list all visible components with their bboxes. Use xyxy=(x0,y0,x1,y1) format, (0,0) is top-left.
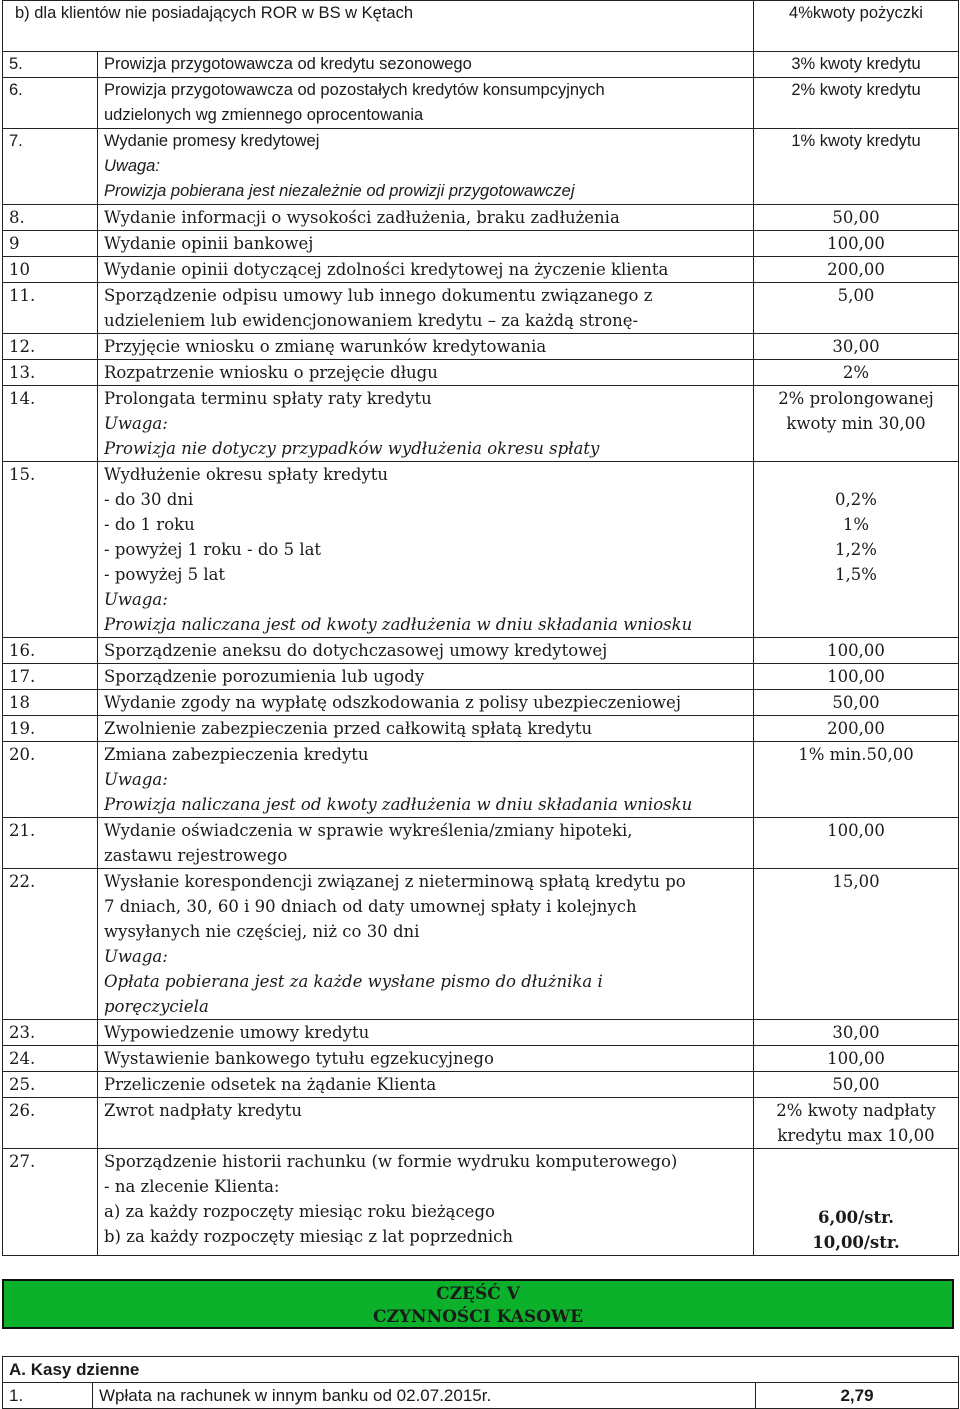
description-line: a) za każdy rozpoczęty miesiąc roku bieżącego xyxy=(104,1202,495,1221)
table-row xyxy=(3,283,959,334)
row-number: 17. xyxy=(3,664,98,690)
row-value xyxy=(754,664,959,690)
value-line: 6,00/str. xyxy=(817,1208,895,1227)
value-line: 200,00 xyxy=(827,719,885,738)
description-line: 7 dniach, 30, 60 i 90 dniach od daty umownej spłaty i kolejnych xyxy=(104,897,637,916)
row-description xyxy=(98,257,754,283)
description-line: udzieleniem lub ewidencjonowaniem kredytu – za każdą stronę- xyxy=(104,311,639,330)
table-row xyxy=(3,664,959,690)
table-row xyxy=(3,231,959,257)
row-number: 23. xyxy=(3,1020,98,1046)
row-number: 19. xyxy=(3,716,98,742)
value-line: 30,00 xyxy=(832,337,880,356)
row-number: 21. xyxy=(3,818,98,869)
row-number: 13. xyxy=(3,360,98,386)
row-description xyxy=(98,1149,754,1256)
row-number: 7. xyxy=(3,129,98,205)
row-number: 11. xyxy=(3,283,98,334)
table-row xyxy=(3,334,959,360)
table-row xyxy=(3,78,959,129)
note-label: Uwaga: xyxy=(104,157,160,175)
row-description xyxy=(98,462,754,638)
table-row xyxy=(3,129,959,205)
row-value xyxy=(754,716,959,742)
row-description xyxy=(98,360,754,386)
value-line: kredytu max 10,00 xyxy=(777,1126,935,1145)
top-row-label: b) dla klientów nie posiadających ROR w BS w Kętach xyxy=(3,1,754,52)
note-label: Uwaga: xyxy=(104,414,168,433)
table-row xyxy=(3,742,959,818)
table-row xyxy=(3,1072,959,1098)
description-line: Zwolnienie zabezpieczenia przed całkowitą spłatą kredytu xyxy=(104,719,593,738)
description-line: Prowizja przygotowawcza od kredytu sezonowego xyxy=(104,55,472,73)
description-line: Sporządzenie odpisu umowy lub innego dokumentu związanego z xyxy=(104,286,653,305)
value-line xyxy=(760,1180,952,1205)
description-line: Zmiana zabezpieczenia kredytu xyxy=(104,745,369,764)
note-text: Opłata pobierana jest za każde wysłane pismo do dłużnika i xyxy=(104,972,603,991)
description-line: Wydanie oświadczenia w sprawie wykreślenia/zmiany hipoteki, xyxy=(104,821,633,840)
row-value xyxy=(754,462,959,638)
cash-row-label: Wpłata na rachunek w innym banku od 02.07.2015r. xyxy=(93,1383,756,1409)
row-number: 27. xyxy=(3,1149,98,1256)
row-number: 12. xyxy=(3,334,98,360)
row-description xyxy=(98,869,754,1020)
value-line: 100,00 xyxy=(827,1049,885,1068)
table-row xyxy=(3,462,959,638)
value-line: kwoty min 30,00 xyxy=(786,414,926,433)
value-line: 30,00 xyxy=(832,1023,880,1042)
description-line: - na zlecenie Klienta: xyxy=(104,1177,280,1196)
value-line: 15,00 xyxy=(832,872,880,891)
description-line: - do 30 dni xyxy=(104,490,194,509)
value-line: 10,00/str. xyxy=(812,1233,900,1252)
description-line: Sporządzenie aneksu do dotychczasowej umowy kredytowej xyxy=(104,641,608,660)
row-number: 6. xyxy=(3,78,98,129)
row-description xyxy=(98,386,754,462)
row-number: 5. xyxy=(3,52,98,78)
value-line: 5,00 xyxy=(837,286,875,305)
part-header xyxy=(2,1279,954,1329)
note-text: Prowizja naliczana jest od kwoty zadłużenia w dniu składania wniosku xyxy=(104,615,693,634)
description-line: Wydanie informacji o wysokości zadłużenia, braku zadłużenia xyxy=(104,208,620,227)
value-line: 50,00 xyxy=(832,208,880,227)
row-description xyxy=(98,1072,754,1098)
value-line: 1,2% xyxy=(835,540,877,559)
row-description xyxy=(98,129,754,205)
row-value xyxy=(754,231,959,257)
row-number: 20. xyxy=(3,742,98,818)
description-line: Wydanie opinii bankowej xyxy=(104,234,314,253)
value-line xyxy=(760,1155,952,1180)
row-description xyxy=(98,742,754,818)
row-value xyxy=(754,1072,959,1098)
description-line: Zwrot nadpłaty kredytu xyxy=(104,1101,303,1120)
description-line: Prolongata terminu spłaty raty kredytu xyxy=(104,389,432,408)
description-line: zastawu rejestrowego xyxy=(104,846,288,865)
table-row xyxy=(3,1,959,52)
row-value xyxy=(754,742,959,818)
row-value xyxy=(754,869,959,1020)
row-description xyxy=(98,664,754,690)
row-value xyxy=(754,638,959,664)
note-text: Prowizja naliczana jest od kwoty zadłużenia w dniu składania wniosku xyxy=(104,795,693,814)
row-description xyxy=(98,1020,754,1046)
row-number: 18 xyxy=(3,690,98,716)
table-row xyxy=(3,869,959,1020)
table-row xyxy=(3,1149,959,1256)
table-row xyxy=(3,690,959,716)
note-text: Prowizja nie dotyczy przypadków wydłużenia okresu spłaty xyxy=(104,439,600,458)
row-value xyxy=(754,52,959,78)
cash-table xyxy=(2,1356,959,1409)
row-number: 9 xyxy=(3,231,98,257)
table-row xyxy=(3,638,959,664)
row-number: 14. xyxy=(3,386,98,462)
cash-row-value: 2,79 xyxy=(756,1383,959,1409)
description-line: Sporządzenie porozumienia lub ugody xyxy=(104,667,425,686)
row-value xyxy=(754,360,959,386)
table-row xyxy=(3,52,959,78)
note-label: Uwaga: xyxy=(104,947,168,966)
description-line: Wypowiedzenie umowy kredytu xyxy=(104,1023,370,1042)
value-line: 100,00 xyxy=(827,821,885,840)
description-line: Wydanie zgody na wypłatę odszkodowania z polisy ubezpieczeniowej xyxy=(104,693,681,712)
row-value xyxy=(754,386,959,462)
value-line: 2% kwoty kredytu xyxy=(791,81,921,99)
value-line: 1,5% xyxy=(835,565,877,584)
description-line: Wystawienie bankowego tytułu egzekucyjnego xyxy=(104,1049,494,1068)
value-line: 0,2% xyxy=(835,490,877,509)
description-line: Rozpatrzenie wniosku o przejęcie długu xyxy=(104,363,438,382)
note-text: Prowizja pobierana jest niezależnie od prowizji przygotowawczej xyxy=(104,182,575,200)
value-line: 200,00 xyxy=(827,260,885,279)
description-line: Przeliczenie odsetek na żądanie Klienta xyxy=(104,1075,437,1094)
row-value xyxy=(754,1020,959,1046)
row-value xyxy=(754,205,959,231)
value-line: 100,00 xyxy=(827,667,885,686)
row-description xyxy=(98,1046,754,1072)
description-line: Wysłanie korespondencji związanej z nieterminową spłatą kredytu po xyxy=(104,872,686,891)
note-label: Uwaga: xyxy=(104,770,168,789)
value-line: 50,00 xyxy=(832,693,880,712)
value-line: 100,00 xyxy=(827,234,885,253)
value-line: 3% kwoty kredytu xyxy=(791,55,921,73)
table-row xyxy=(3,716,959,742)
table-row xyxy=(3,818,959,869)
description-line: b) za każdy rozpoczęty miesiąc z lat poprzednich xyxy=(104,1227,514,1246)
row-value xyxy=(754,78,959,129)
table-row xyxy=(3,1046,959,1072)
description-line: - powyżej 5 lat xyxy=(104,565,226,584)
table-row xyxy=(3,257,959,283)
row-value xyxy=(754,334,959,360)
row-value xyxy=(754,818,959,869)
row-description xyxy=(98,638,754,664)
value-line: 50,00 xyxy=(832,1075,880,1094)
row-description xyxy=(98,205,754,231)
description-line: wysyłanych nie częściej, niż co 30 dni xyxy=(104,922,420,941)
table-row xyxy=(3,360,959,386)
row-value xyxy=(754,257,959,283)
value-line: 2% xyxy=(842,363,870,382)
value-line: 2% kwoty nadpłaty xyxy=(776,1101,936,1120)
row-value xyxy=(754,690,959,716)
description-line: Wydanie opinii dotyczącej zdolności kredytowej na życzenie klienta xyxy=(104,260,669,279)
value-line xyxy=(760,462,952,487)
row-description xyxy=(98,78,754,129)
fees-table xyxy=(2,0,959,1256)
table-row xyxy=(3,1383,959,1409)
row-value xyxy=(754,1046,959,1072)
row-number: 24. xyxy=(3,1046,98,1072)
table-row xyxy=(3,1098,959,1149)
description-line: Sporządzenie historii rachunku (w formie wydruku komputerowego) xyxy=(104,1152,678,1171)
value-line: 1% kwoty kredytu xyxy=(791,132,921,150)
cash-section-row xyxy=(3,1357,959,1383)
row-value xyxy=(754,129,959,205)
description-line: Wydanie promesy kredytowej xyxy=(104,132,320,150)
row-number: 15. xyxy=(3,462,98,638)
table-row xyxy=(3,205,959,231)
cash-row-number: 1. xyxy=(3,1383,93,1409)
value-line: 1% min.50,00 xyxy=(798,745,914,764)
description-line: Wydłużenie okresu spłaty kredytu xyxy=(104,465,388,484)
description-line: Przyjęcie wniosku o zmianę warunków kredytowania xyxy=(104,337,547,356)
note-label: Uwaga: xyxy=(104,590,168,609)
description-line: Prowizja przygotowawcza od pozostałych kredytów konsumpcyjnych xyxy=(104,81,605,99)
row-description xyxy=(98,283,754,334)
part-subtitle: CZYNNOŚCI KASOWE xyxy=(372,1307,584,1327)
row-number: 25. xyxy=(3,1072,98,1098)
description-line: udzielonych wg zmiennego oprocentowania xyxy=(104,106,424,124)
row-number: 22. xyxy=(3,869,98,1020)
row-description xyxy=(98,334,754,360)
row-description xyxy=(98,818,754,869)
row-number: 16. xyxy=(3,638,98,664)
row-description xyxy=(98,52,754,78)
row-number: 8. xyxy=(3,205,98,231)
part-title: CZĘŚĆ V xyxy=(436,1284,520,1304)
row-value xyxy=(754,283,959,334)
cash-section-title: A. Kasy dzienne xyxy=(3,1357,959,1383)
value-line: 2% prolongowanej xyxy=(778,389,934,408)
top-row-value: 4%kwoty pożyczki xyxy=(754,1,959,52)
row-number: 10 xyxy=(3,257,98,283)
note-text: poręczyciela xyxy=(104,997,209,1016)
row-number: 26. xyxy=(3,1098,98,1149)
table-row xyxy=(3,1020,959,1046)
description-line: - powyżej 1 roku - do 5 lat xyxy=(104,540,322,559)
value-line: 1% xyxy=(842,515,870,534)
description-line: - do 1 roku xyxy=(104,515,195,534)
row-description xyxy=(98,231,754,257)
row-description xyxy=(98,1098,754,1149)
row-value xyxy=(754,1098,959,1149)
table-row xyxy=(3,386,959,462)
row-description xyxy=(98,690,754,716)
row-value xyxy=(754,1149,959,1256)
value-line: 100,00 xyxy=(827,641,885,660)
row-description xyxy=(98,716,754,742)
